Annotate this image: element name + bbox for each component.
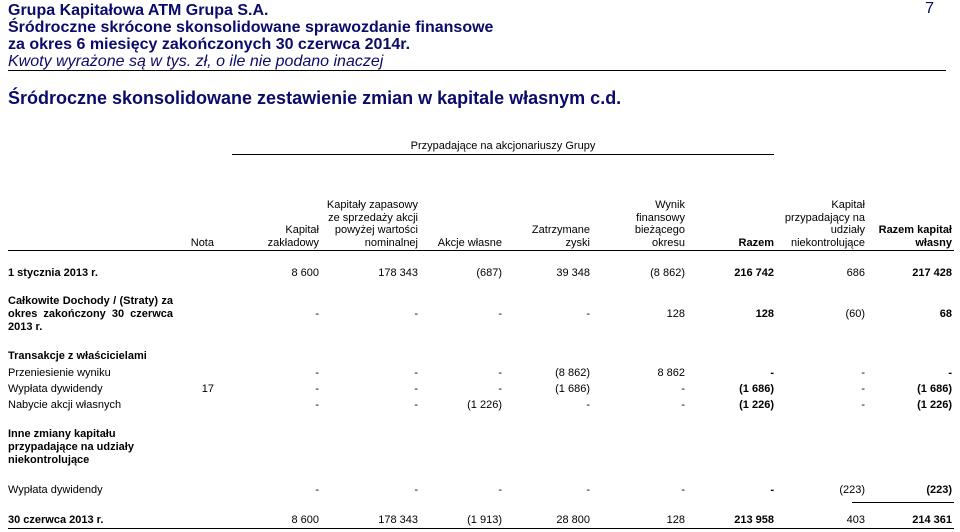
table-cell: - bbox=[770, 367, 774, 379]
table-cell: (8 862) bbox=[650, 267, 685, 279]
table-cell: 403 bbox=[846, 514, 865, 526]
table-cell: - bbox=[315, 399, 319, 411]
col-header-razem: Razem bbox=[738, 236, 774, 249]
report-title: Śródroczne skrócone skonsolidowane sprawozdanie finansowe bbox=[8, 19, 494, 36]
header-rule bbox=[8, 70, 946, 71]
row-label-closing: 30 czerwca 2013 r. bbox=[8, 514, 104, 526]
table-cell: 128 bbox=[666, 308, 685, 320]
col-header-nota: Nota bbox=[190, 236, 214, 249]
table-cell: - bbox=[498, 484, 502, 496]
table-cell: (1 686) bbox=[739, 383, 774, 395]
table-cell: (1 226) bbox=[739, 399, 774, 411]
col-header-razem-kapital: Razem kapitał własny bbox=[878, 224, 952, 249]
table-cell: 128 bbox=[666, 514, 685, 526]
row-label-dividend-nci: Wypłata dywidendy bbox=[8, 484, 103, 496]
table-cell: - bbox=[414, 399, 418, 411]
table-cell: - bbox=[414, 484, 418, 496]
row-label-comprehensive-income: Całkowite Dochody / (Straty) za okres zakończony 30 czerwca 2013 r. bbox=[8, 295, 173, 333]
table-cell: (8 862) bbox=[555, 367, 590, 379]
table-cell: 178 343 bbox=[378, 514, 418, 526]
col-header-zatrzymane-zyski: Zatrzymane zyski bbox=[531, 224, 590, 249]
table-cell: - bbox=[498, 383, 502, 395]
table-cell: - bbox=[861, 367, 865, 379]
row-label-opening: 1 stycznia 2013 r. bbox=[8, 267, 98, 279]
table-cell: - bbox=[681, 383, 685, 395]
table-cell: (1 226) bbox=[467, 399, 502, 411]
table-cell: - bbox=[315, 367, 319, 379]
col-header-niekontrolujace: Kapitał przypadający na udziały niekontrolujące bbox=[784, 199, 865, 249]
table-cell: 128 bbox=[755, 308, 774, 320]
table-cell: - bbox=[498, 367, 502, 379]
table-cell: 214 361 bbox=[912, 514, 952, 526]
table-cell: 8 600 bbox=[291, 267, 319, 279]
col-header-wynik: Wynik finansowy bieżącego okresu bbox=[634, 199, 685, 249]
table-cell: (1 686) bbox=[555, 383, 590, 395]
table-cell-note: 17 bbox=[201, 383, 214, 395]
table-cell: 217 428 bbox=[912, 267, 952, 279]
table-cell: - bbox=[948, 367, 952, 379]
table-cell: - bbox=[498, 308, 502, 320]
table-cell: 8 600 bbox=[291, 514, 319, 526]
table-cell: - bbox=[315, 484, 319, 496]
row-label-owner-transactions: Transakcje z właścicielami bbox=[8, 350, 147, 362]
row-label-profit-transfer: Przeniesienie wyniku bbox=[8, 367, 111, 379]
table-cell: 39 348 bbox=[556, 267, 590, 279]
table-cell: (223) bbox=[926, 484, 952, 496]
closing-rule bbox=[8, 528, 954, 529]
page-number: 7 bbox=[925, 0, 934, 17]
table-cell: (1 226) bbox=[917, 399, 952, 411]
table-cell: (60) bbox=[845, 308, 865, 320]
table-cell: - bbox=[315, 383, 319, 395]
table-cell: - bbox=[586, 484, 590, 496]
units-note: Kwoty wyrażone są w tys. zł, o ile nie podano inaczej bbox=[8, 53, 384, 70]
table-cell: - bbox=[414, 383, 418, 395]
table-cell: (223) bbox=[839, 484, 865, 496]
group-header: Przypadające na akcjonariuszy Grupy bbox=[410, 140, 596, 152]
table-cell: 213 958 bbox=[734, 514, 774, 526]
row-label-dividend: Wypłata dywidendy bbox=[8, 383, 103, 395]
section-title: Śródroczne skonsolidowane zestawienie zmian w kapitale własnym c.d. bbox=[8, 88, 622, 108]
col-header-akcje-wlasne: Akcje własne bbox=[437, 236, 502, 249]
table-cell: 178 343 bbox=[378, 267, 418, 279]
table-cell: - bbox=[861, 383, 865, 395]
table-cell: 28 800 bbox=[556, 514, 590, 526]
table-cell: - bbox=[315, 308, 319, 320]
table-cell: (687) bbox=[476, 267, 502, 279]
table-cell: - bbox=[414, 308, 418, 320]
table-cell: 686 bbox=[846, 267, 865, 279]
col-header-kapital-zapasowy: Kapitały zapasowy ze sprzedaży akcji powyżej wartości nominalnej bbox=[326, 199, 418, 249]
report-period: za okres 6 miesięcy zakończonych 30 czerwca 2014r. bbox=[8, 36, 411, 53]
table-cell: - bbox=[770, 484, 774, 496]
column-header-rule bbox=[8, 250, 954, 251]
row-label-share-buyback: Nabycie akcji własnych bbox=[8, 399, 122, 411]
table-cell: - bbox=[681, 399, 685, 411]
table-cell: 8 862 bbox=[657, 367, 685, 379]
table-cell: - bbox=[861, 399, 865, 411]
col-header-kapital-zakladowy: Kapitał zakładowy bbox=[267, 224, 319, 249]
table-cell: 216 742 bbox=[734, 267, 774, 279]
subtotal-rule bbox=[852, 502, 954, 503]
table-cell: - bbox=[586, 308, 590, 320]
table-cell: - bbox=[681, 484, 685, 496]
table-cell: - bbox=[414, 367, 418, 379]
table-cell: (1 686) bbox=[917, 383, 952, 395]
table-cell: (1 913) bbox=[467, 514, 502, 526]
group-header-rule bbox=[232, 154, 774, 155]
table-cell: 68 bbox=[939, 308, 952, 320]
row-label-other-changes: Inne zmiany kapitału przypadające na udziały niekontrolujące bbox=[8, 428, 134, 466]
table-cell: - bbox=[586, 399, 590, 411]
company-name: Grupa Kapitałowa ATM Grupa S.A. bbox=[8, 2, 269, 19]
